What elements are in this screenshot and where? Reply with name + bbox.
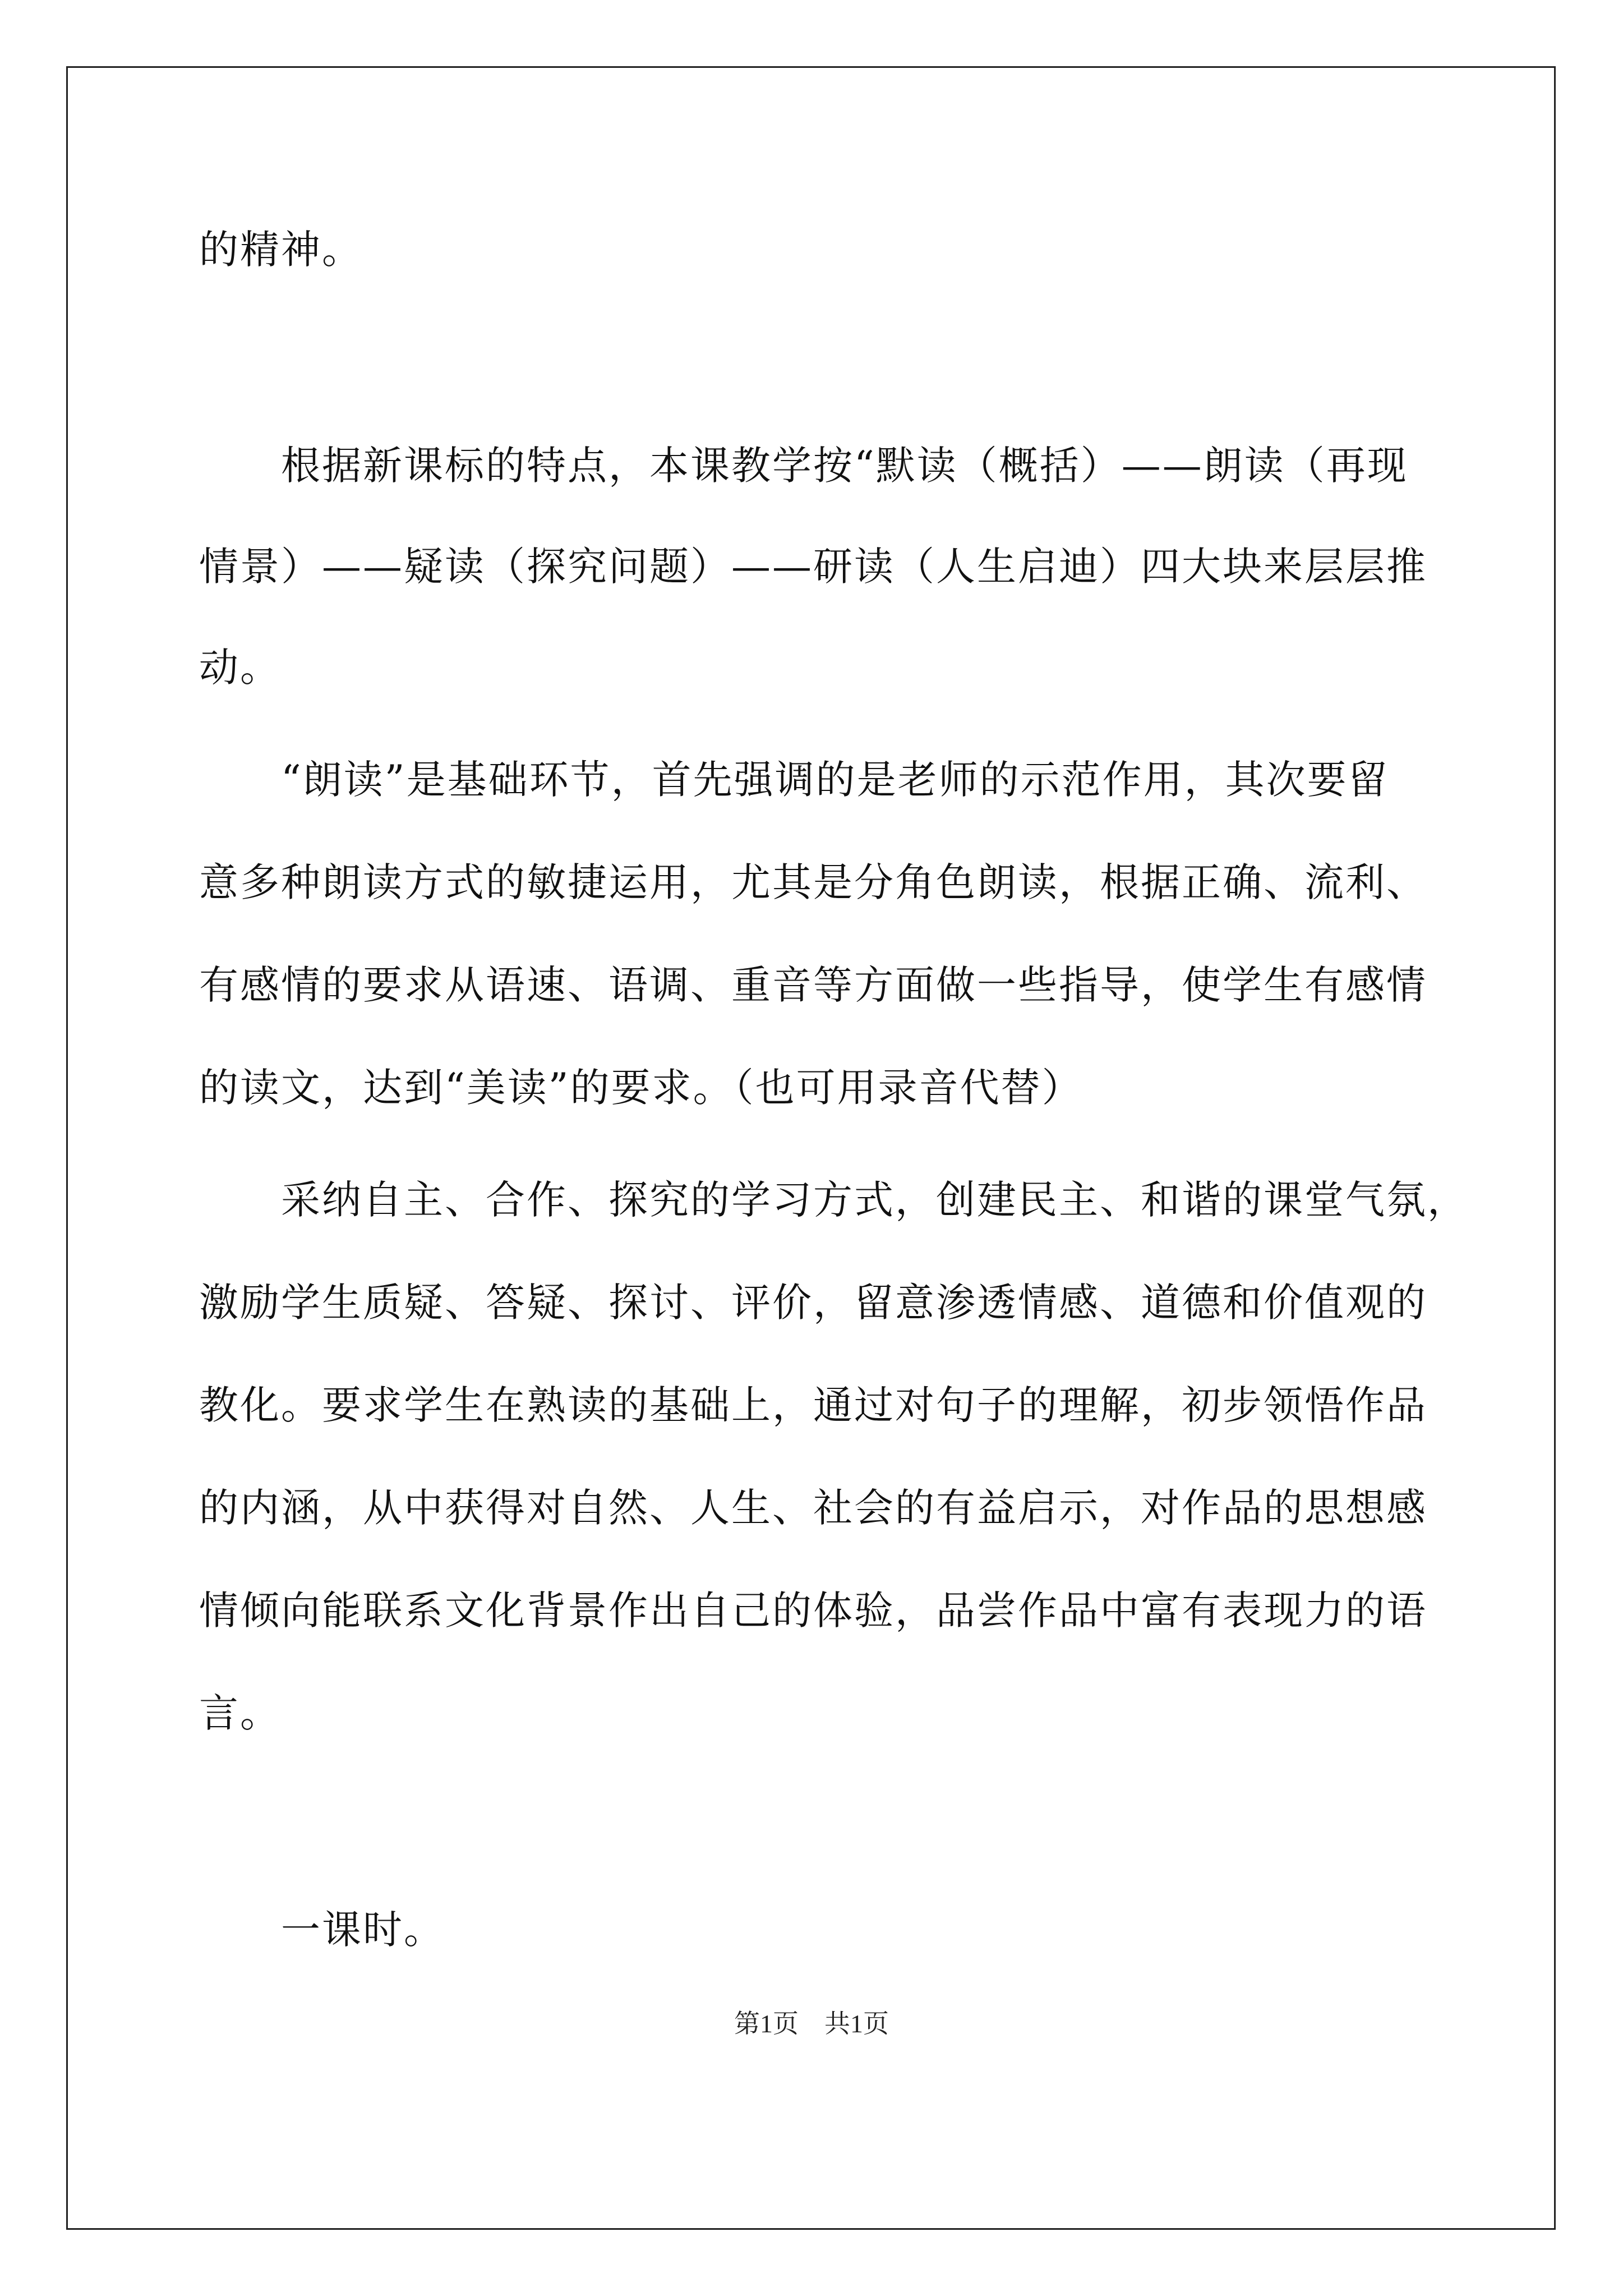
text-line: 情景）——疑读（探究问题）——研读（人生启迪）四大块来层层推: [199, 544, 1427, 590]
text-line: 的读文，达到“美读”的要求。（也可用录音代替）: [199, 1065, 1083, 1111]
text-line: 的内涵，从中获得对自然、人生、社会的有益启示，对作品的思想感: [199, 1485, 1427, 1531]
paragraph-first-line: 根据新课标的特点，本课教学按“默读（概括）——朗读（再现: [281, 443, 1408, 489]
text-line: 激励学生质疑、答疑、探讨、评价，留意渗透情感、道德和价值观的: [199, 1280, 1427, 1326]
text-line: 有感情的要求从语速、语调、重音等方面做一些指导，使学生有感情: [199, 962, 1427, 1008]
paragraph-first-line: 一课时。: [281, 1907, 445, 1953]
text-line: 言。: [199, 1690, 281, 1736]
text-line: 情倾向能联系文化背景作出自己的体验，品尝作品中富有表现力的语: [199, 1588, 1427, 1634]
paragraph-first-line: “朗读”是基础环节，首先强调的是老师的示范作用，其次要留: [281, 757, 1389, 803]
text-line: 动。: [199, 645, 281, 691]
text-line: 意多种朗读方式的敏捷运用，尤其是分角色朗读，根据正确、流利、: [199, 859, 1427, 905]
text-line: 的精神。: [199, 227, 363, 273]
page-footer: 第1页 共1页: [734, 2009, 889, 2038]
paragraph-first-line: 采纳自主、合作、探究的学习方式，创建民主、和谐的课堂气氛，: [281, 1177, 1468, 1223]
text-line: 教化。要求学生在熟读的基础上，通过对句子的理解，初步领悟作品: [199, 1382, 1427, 1428]
